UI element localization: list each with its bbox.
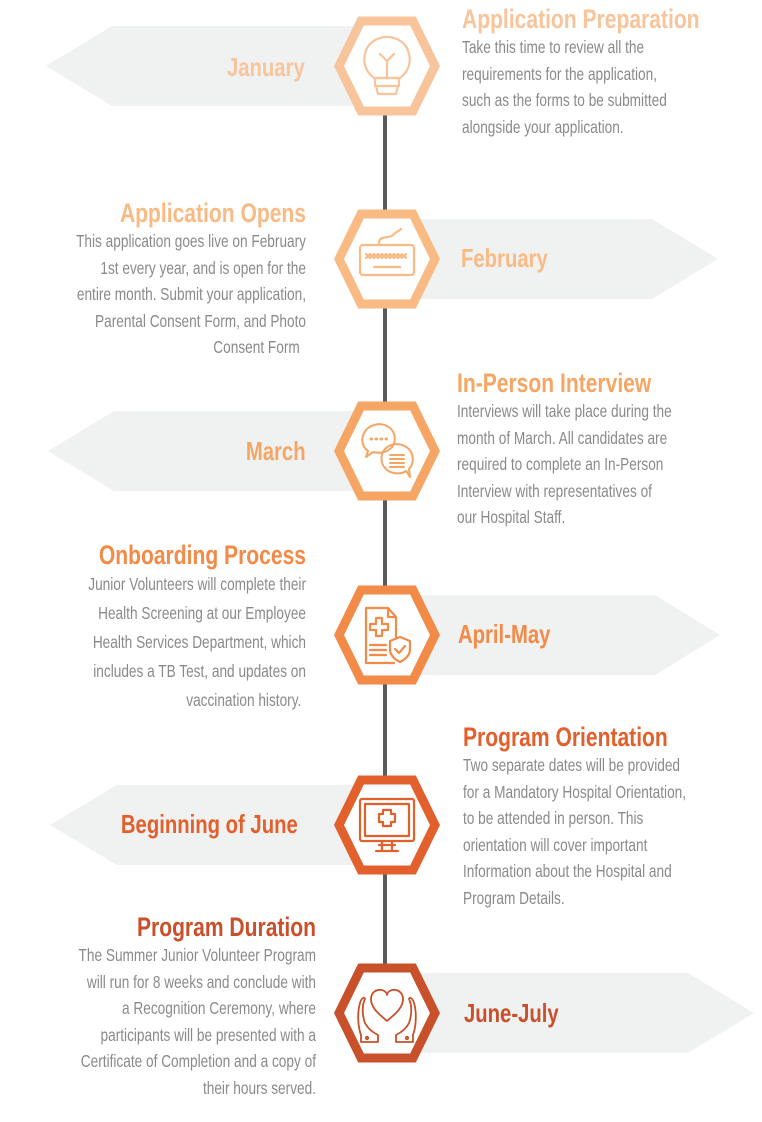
- step-text: [25, 228, 306, 361]
- text-line: their hours served.: [202, 1077, 316, 1098]
- step-title: Application Preparation: [462, 4, 700, 34]
- text-line: participants will be presented with a: [100, 1024, 316, 1045]
- month-label: Beginning of June: [121, 809, 298, 839]
- text-line: alongside your application.: [462, 116, 624, 137]
- text-line: 1st every year, and is open for the: [100, 257, 306, 278]
- text-line: Two separate dates will be provided: [463, 755, 681, 775]
- step-description: [463, 722, 762, 911]
- text-line: vaccination history.: [186, 690, 302, 710]
- step-hexagon: [334, 963, 440, 1063]
- step-description: [457, 368, 762, 531]
- text-line: our Hospital Staff.: [457, 507, 566, 527]
- text-line: Certificate of Completion and a copy of: [80, 1051, 316, 1071]
- text-line: The Summer Junior Volunteer Program: [78, 945, 316, 965]
- text-line: entire month. Submit your application,: [76, 284, 306, 304]
- text-line: for a Mandatory Hospital Orientation,: [463, 781, 687, 802]
- month-label: April-May: [458, 619, 551, 649]
- text-line: required to complete an In-Person: [457, 454, 664, 474]
- step-title: Application Opens: [119, 198, 306, 228]
- text-line: includes a TB Test, and updates on: [93, 661, 306, 681]
- text-line: Parental Consent Form, and Photo: [95, 310, 306, 331]
- text-line: Interview with representatives of: [457, 480, 652, 501]
- month-arrow-right: [400, 219, 718, 299]
- text-line: Interviews will take place during the: [457, 401, 672, 421]
- text-line: Information about the Hospital and: [463, 861, 672, 881]
- text-line: Consent Form: [213, 337, 300, 357]
- step-description: [462, 4, 762, 140]
- step-title: Program Duration: [136, 912, 316, 942]
- text-line: Program Details.: [463, 887, 565, 908]
- month-label: February: [461, 243, 548, 273]
- month-label: January: [227, 52, 305, 82]
- step-hexagon: [334, 775, 440, 875]
- text-line: month of March. All candidates are: [457, 427, 668, 448]
- month-arrow-left: [48, 411, 366, 491]
- text-line: orientation will cover important: [463, 834, 648, 855]
- step-text: [35, 942, 316, 1101]
- text-line: requirements for the application,: [462, 63, 657, 84]
- step-text: [25, 570, 306, 715]
- month-label: June-July: [464, 998, 559, 1028]
- step-title: Program Orientation: [463, 722, 668, 752]
- text-line: Junior Volunteers will complete their: [88, 574, 306, 594]
- text-line: Health Screening at our Employee: [98, 603, 306, 623]
- step-hexagon: [334, 209, 440, 309]
- step-text: [463, 752, 744, 911]
- text-line: This application goes live on February: [76, 231, 306, 251]
- text-line: a Recognition Ceremony, where: [122, 998, 316, 1018]
- step-text: [462, 34, 743, 140]
- text-line: will run for 8 weeks and conclude with: [86, 971, 316, 992]
- text-line: to be attended in person. This: [463, 808, 644, 828]
- text-line: such as the forms to be submitted: [462, 90, 667, 110]
- text-line: Take this time to review all the: [462, 37, 645, 57]
- month-arrow-right: [400, 595, 720, 675]
- step-title: Onboarding Process: [98, 540, 306, 570]
- step-hexagon: [334, 401, 440, 501]
- step-hexagon: [334, 585, 440, 685]
- text-line: Health Services Department, which: [92, 632, 306, 652]
- month-arrow-left: [46, 26, 366, 106]
- step-text: [457, 398, 738, 531]
- month-arrow-right: [400, 973, 754, 1053]
- step-hexagon: [334, 16, 440, 116]
- month-label: March: [246, 436, 306, 466]
- step-title: In-Person Interview: [457, 368, 652, 398]
